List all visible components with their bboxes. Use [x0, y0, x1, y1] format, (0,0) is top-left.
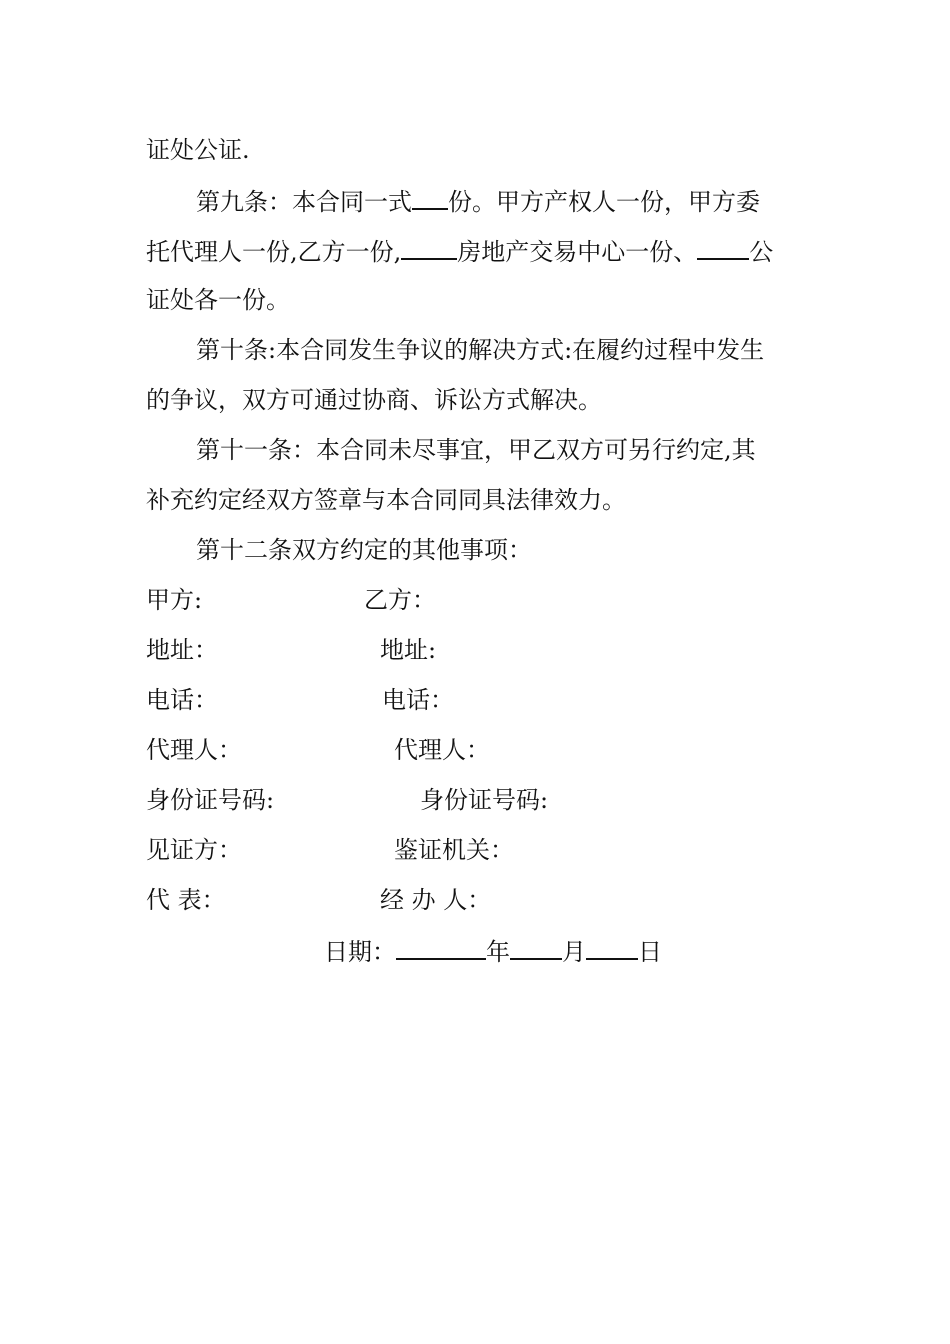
- date-day-blank[interactable]: [586, 932, 638, 960]
- clause-9-text-e: 公: [749, 238, 774, 266]
- handler-label: 经 办 人：: [380, 886, 492, 914]
- authority-label: 鉴证机关：: [394, 836, 514, 864]
- date-month-label: 月: [562, 938, 586, 966]
- agent-b-label: 代理人：: [394, 736, 490, 764]
- clause-9-text-d: 房地产交易中心一份、: [457, 238, 698, 266]
- representative-label: 代 表：: [146, 886, 226, 914]
- clause-10-line-2: 的争议，双方可通过协商、诉讼方式解决。: [146, 386, 602, 414]
- copies-blank[interactable]: [412, 182, 448, 210]
- clause-11-line-1: 第十一条：本合同未尽事宜，甲乙双方可另行约定,其: [196, 436, 756, 464]
- party-b-label: 乙方：: [364, 586, 436, 614]
- clause-9-text-c: 托代理人一份,乙方一份,: [146, 238, 402, 266]
- clause-9-text-b: 份。甲方产权人一份，甲方委: [448, 188, 760, 216]
- date-label: 日期：: [324, 938, 396, 966]
- clause-12: 第十二条双方约定的其他事项：: [196, 536, 532, 564]
- id-b-label: 身份证号码:: [420, 786, 549, 814]
- date-month-blank[interactable]: [510, 932, 562, 960]
- notary-blank[interactable]: [697, 232, 749, 260]
- address-b-label: 地址:: [380, 636, 437, 664]
- agent-a-label: 代理人：: [146, 736, 242, 764]
- exchange-center-blank[interactable]: [401, 232, 457, 260]
- date-year-label: 年: [486, 938, 510, 966]
- clause-10-line-1: 第十条:本合同发生争议的解决方式:在履约过程中发生: [196, 336, 765, 364]
- clause-9-text-a: 第九条：本合同一式: [196, 188, 412, 216]
- phone-b-label: 电话：: [382, 686, 454, 714]
- id-a-label: 身份证号码:: [146, 786, 275, 814]
- date-day-label: 日: [638, 938, 662, 966]
- clause-9-line-1: [196, 182, 760, 218]
- address-a-label: 地址：: [146, 636, 218, 664]
- party-a-label: 甲方:: [146, 586, 203, 614]
- clause-11-line-2: 补充约定经双方签章与本合同同具法律效力。: [146, 486, 626, 514]
- clause-9-line-3: 证处各一份。: [146, 286, 290, 314]
- date-year-blank[interactable]: [396, 932, 486, 960]
- date-line: [324, 932, 662, 968]
- clause-9-line-2: [146, 232, 773, 268]
- clause-8-tail: 证处公证.: [146, 136, 250, 164]
- phone-a-label: 电话：: [146, 686, 218, 714]
- witness-label: 见证方：: [146, 836, 242, 864]
